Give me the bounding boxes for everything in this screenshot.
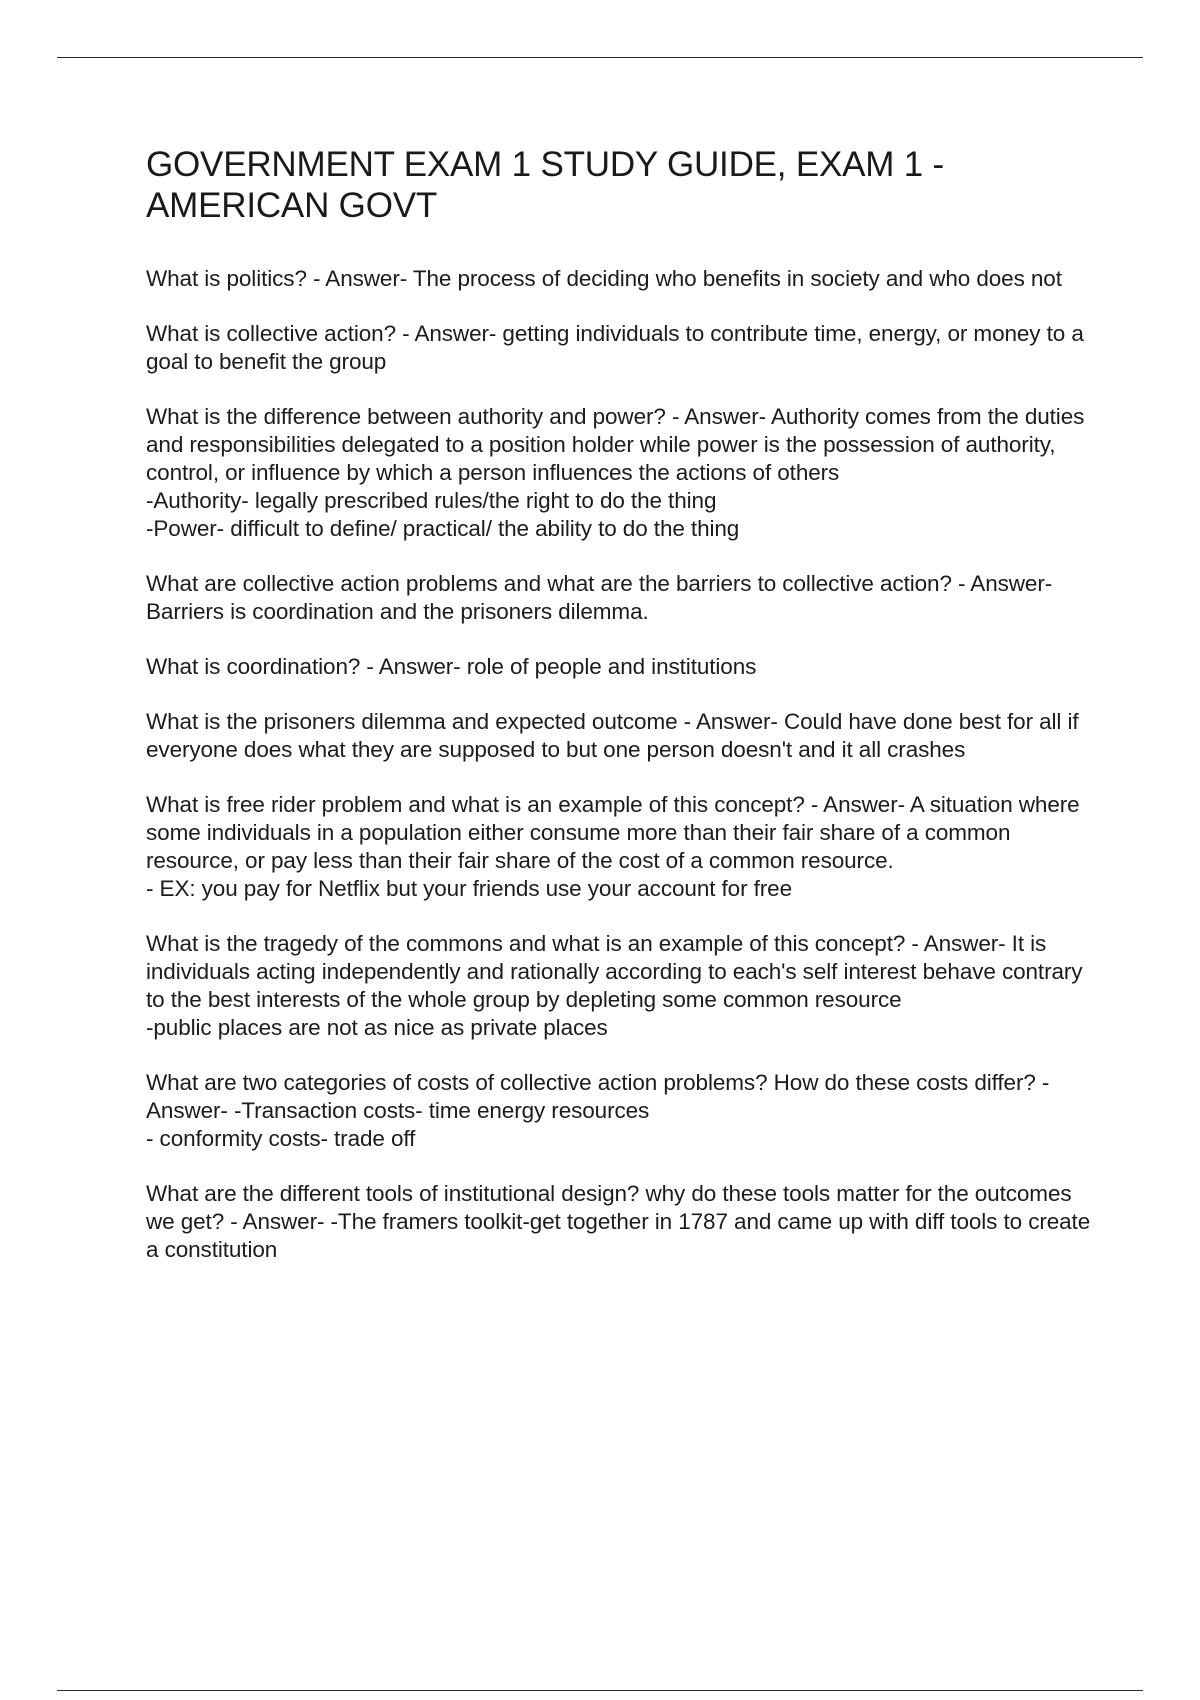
- qa-line: What is coordination? - Answer- role of people and institutions: [146, 654, 757, 679]
- qa-item: [146, 791, 1096, 903]
- qa-item: [146, 1180, 1096, 1264]
- qa-item: [146, 570, 1096, 626]
- qa-line: What is the difference between authority and power? - Answer- Authority comes from the duties and responsibilities delegated to a position holder while power is the possession of authority, control, or influence by which a person influences the actions of others: [146, 404, 1085, 485]
- qa-line: What are the different tools of institutional design? why do these tools matter for the outcomes we get? - Answer- -The framers toolkit-get together in 1787 and came up with diff tools to create a constitution: [146, 1181, 1091, 1262]
- qa-line: What is the prisoners dilemma and expected outcome - Answer- Could have done best for all if everyone does what they are supposed to but one person doesn't and it all crashes: [146, 709, 1079, 762]
- qa-line: - EX: you pay for Netflix but your friends use your account for free: [146, 876, 793, 901]
- qa-list: [146, 265, 1096, 1264]
- qa-line: What is free rider problem and what is an example of this concept? - Answer- A situation where some individuals in a population either consume more than their fair share of a common resource, or pay less than their fair share of the cost of a common resource.: [146, 792, 1080, 873]
- qa-line: What are two categories of costs of collective action problems? How do these costs differ? - Answer- -Transaction costs- time energy resources: [146, 1070, 1050, 1123]
- qa-item: [146, 708, 1096, 764]
- bottom-rule: [57, 1690, 1143, 1691]
- qa-line: What are collective action problems and what are the barriers to collective action? - Answer- Barriers is coordination and the prisoners dilemma.: [146, 571, 1053, 624]
- document-body: [146, 144, 1096, 1291]
- document-title: GOVERNMENT EXAM 1 STUDY GUIDE, EXAM 1 - AMERICAN GOVT: [146, 145, 945, 225]
- qa-line: -Power- difficult to define/ practical/ the ability to do the thing: [146, 516, 740, 541]
- qa-item: [146, 1069, 1096, 1153]
- qa-line: What is the tragedy of the commons and what is an example of this concept? - Answer- It is individuals acting independently and rationally according to each's self interest behave contrary to the best interests of the whole group by depleting some common resource: [146, 931, 1083, 1012]
- qa-line: -Authority- legally prescribed rules/the right to do the thing: [146, 488, 717, 513]
- qa-item: [146, 320, 1096, 376]
- qa-item: [146, 653, 1096, 681]
- top-rule: [57, 57, 1143, 58]
- qa-item: [146, 930, 1096, 1042]
- qa-line: -public places are not as nice as private places: [146, 1015, 608, 1040]
- qa-item: [146, 265, 1096, 293]
- qa-line: What is collective action? - Answer- getting individuals to contribute time, energy, or money to a goal to benefit the group: [146, 321, 1084, 374]
- qa-line: What is politics? - Answer- The process of deciding who benefits in society and who does not: [146, 266, 1062, 291]
- qa-line: - conformity costs- trade off: [146, 1126, 416, 1151]
- qa-item: [146, 403, 1096, 543]
